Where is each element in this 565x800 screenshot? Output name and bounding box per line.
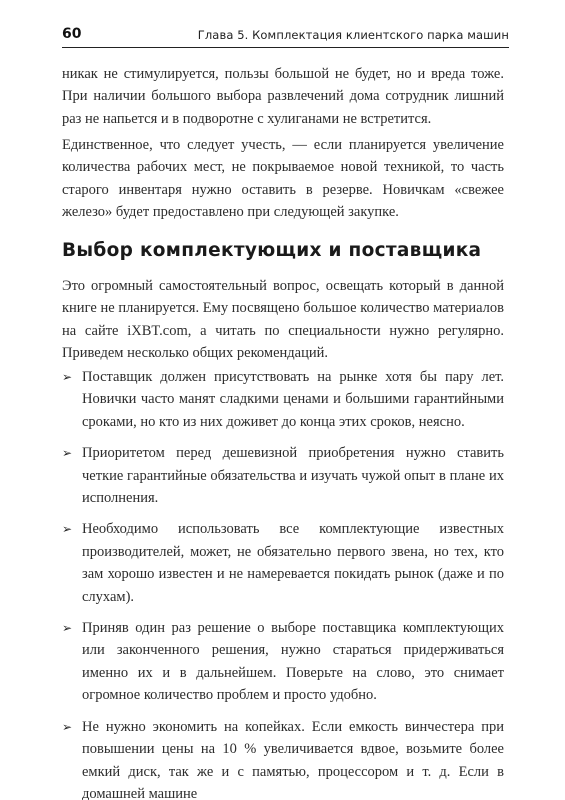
chapter-title: Глава 5. Комплектация клиентского парка машин <box>197 28 509 42</box>
arrow-bullet-icon: ➢ <box>62 370 73 384</box>
list-item <box>62 366 504 433</box>
section-intro <box>62 275 504 365</box>
list-item-text: Поставщик должен присутствовать на рынке хотя бы пару лет. Новички часто манят сладкими ценами и большими гарантийными сроками, но кто из них доживет до конца этих сроков, неясно. <box>82 369 504 430</box>
list-item-text: Приоритетом перед дешевизной приобретения нужно ставить четкие гарантийные обязательства и изучать чужой опыт в плане их исполнения. <box>82 445 504 507</box>
paragraph-text: никак не стимулируется, пользы большой не будет, но и вреда тоже. При наличии большого выбора развлечений дома сотрудник лишний раз не напьется и в подворотне с хулиганами не встретится. <box>62 66 504 127</box>
arrow-bullet-icon: ➢ <box>62 446 73 461</box>
list-item-text: Приняв один раз решение о выборе поставщика комплектующих или законченного решения, нужно стараться придерживаться именно их и в дальнейшем. Поверьте на слово, это снимает огромное количество проблем и просто удобно. <box>82 620 504 704</box>
section-heading: Выбор комплектующих и поставщика <box>62 240 482 261</box>
list-item-text: Необходимо использовать все комплектующие известных производителей, может, не обязательно первого звена, но тех, кто зам хорошо известен и не намеревается покидать рынок (даже и по слухам). <box>82 521 504 605</box>
list-item-text: Не нужно экономить на копейках. Если емкость винчестера при повышении цены на 10 % увеличивается вдвое, возьмите более емкий диск, так же и с памятью, процессором и т. д. Если в домашней машине <box>82 718 504 800</box>
page-number: 60 <box>62 26 82 42</box>
paragraph-continuation <box>62 63 504 130</box>
arrow-bullet-icon: ➢ <box>62 621 73 636</box>
list-item <box>62 442 504 509</box>
arrow-bullet-icon: ➢ <box>62 522 73 537</box>
list-item <box>62 518 504 608</box>
recommendation-list <box>62 366 504 800</box>
paragraph-text: Единственное, что следует учесть, — если планируется увеличение количества рабочих мест, не покрываемое новой техникой, то часть старого инвентаря нужно оставить в резерве. Новичкам «свежее железо» будет предоставлено при следующей закупке. <box>62 137 504 221</box>
page-header <box>62 22 509 48</box>
paragraph-reserve <box>62 134 504 224</box>
list-item <box>62 716 504 800</box>
arrow-bullet-icon: ➢ <box>62 719 73 734</box>
list-item <box>62 617 504 707</box>
paragraph-text: Это огромный самостоятельный вопрос, освещать который в данной книге не планируется. Ему посвящено большое количество материалов на сайте iXBT.com, а читать по специальности нужно регулярно. Приведем несколько общих рекомендаций. <box>62 278 504 362</box>
